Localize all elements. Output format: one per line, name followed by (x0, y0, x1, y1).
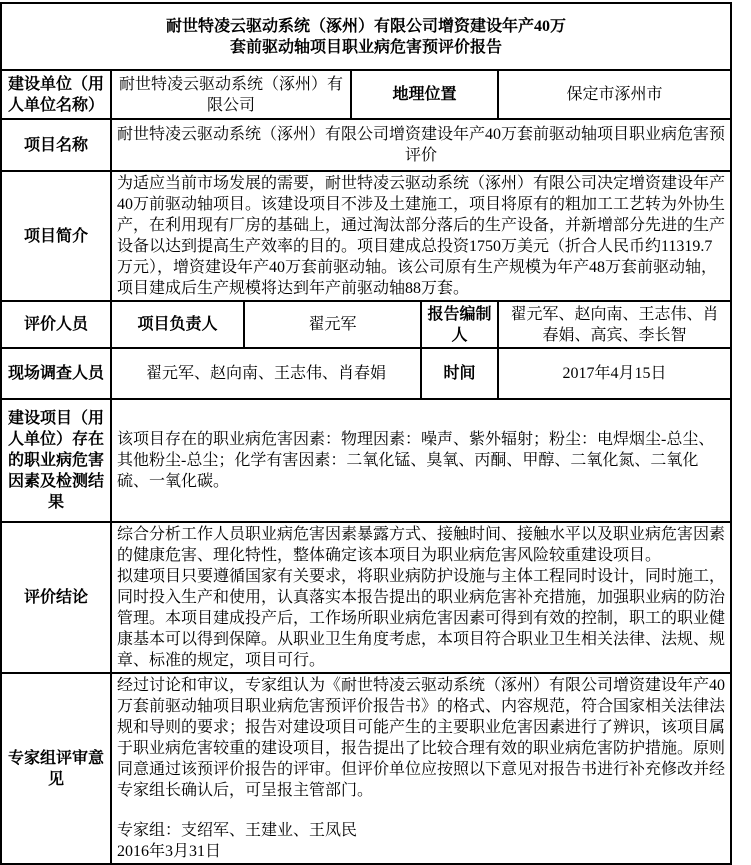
conclusion-paragraph-2: 拟建项目只要遵循国家有关要求，将职业病防护设施与主体工程同时设计，同时施工，同时投入生产和使用，认真落实本报告提出的职业病危害补充措施，加强职业病的防治管理。本项目建成投产后，工作场所职业病危害因素可得到有效的控制，职工的职业健康基本可以得到保障。从职业卫生角度考虑，本项目符合职业卫生相关法律、法规、规章、标准的规定，项目可行。 (117, 568, 726, 669)
expert-review-value (111, 673, 731, 864)
site-survey-value: 翟元军、赵向南、王志伟、肖春娟 (111, 348, 421, 399)
report-title-line1: 耐世特凌云驱动系统（涿州）有限公司增资建设年产40万 (166, 17, 567, 35)
hazard-factors-value: 该项目存在的职业病危害因素：物理因素：噪声、紫外辐射；粉尘：电焊烟尘-总尘、其他粉尘-总尘；化学有害因素：二氧化锰、臭氧、丙酮、甲醇、二氧化氮、二氧化硫、一氧化碳。 (111, 399, 731, 522)
evaluators-label: 评价人员 (1, 301, 111, 348)
expert-review-date: 2016年3月31日 (117, 843, 222, 860)
report-page (0, 2, 751, 860)
report-title (1, 3, 731, 70)
expert-review-spacer (117, 801, 725, 820)
report-title-line2: 套前驱动轴项目职业病危害预评价报告 (230, 38, 503, 56)
project-summary-value: 为适应当前市场发展的需要，耐世特凌云驱动系统（涿州）有限公司决定增资建设年产40万前驱动轴项目。该建设项目不涉及土建施工，项目将原有的粗加工工艺转为外协生产，在利用现有厂房的基础上，通过淘汰部分落后的生产设备，并新增部分先进的生产设备以达到提高生产效率的目的。项目建成总投资1750万美元（折合人民币约11319.7万元），增资建设年产40万套前驱动轴。该公司原有生产规模为年产48万套前驱动轴，项目建成后生产规模将达到年产前驱动轴88万套。 (111, 171, 731, 301)
report-writers-value: 翟元军、赵向南、王志伟、肖春娟、高宾、李长智 (498, 301, 731, 348)
project-leader-label: 项目负责人 (111, 301, 244, 348)
site-survey-label: 现场调查人员 (1, 348, 111, 399)
location-value: 保定市涿州市 (498, 70, 731, 119)
report-table (0, 2, 732, 865)
conclusion-paragraph-1: 综合分析工作人员职业病危害因素暴露方式、接触时间、接触水平以及职业病危害因素的健康危害、理化特性，整体确定该本项目为职业病危害风险较重建设项目。 (117, 526, 726, 564)
expert-review-paragraph: 经过讨论和审议，专家组认为《耐世特凌云驱动系统（涿州）有限公司增资建设年产40万套前驱动轴项目职业病危害预评价报告书》的格式、内容规范，符合国家相关法律法规和导则的要求；报告对建设项目可能产生的主要职业危害因素进行了辨识，该项目属于职业病危害较重的建设项目，报告提出了比较合理有效的职业病危害防护措施。原则同意通过该预评价报告的评审。但评价单位应按照以下意见对报告书进行补充修改并经专家组长确认后，可呈报主管部门。 (117, 677, 726, 799)
project-name-value: 耐世特凌云驱动系统（涿州）有限公司增资建设年产40万套前驱动轴项目职业病危害预评价 (111, 119, 731, 171)
project-summary-label: 项目简介 (1, 171, 111, 301)
conclusion-label: 评价结论 (1, 522, 111, 673)
location-label: 地理位置 (351, 70, 498, 119)
report-writers-label: 报告编制人 (421, 301, 498, 348)
conclusion-value (111, 522, 731, 673)
project-leader-value: 翟元军 (244, 301, 421, 348)
time-value: 2017年4月15日 (498, 348, 731, 399)
project-name-label: 项目名称 (1, 119, 111, 171)
time-label: 时间 (421, 348, 498, 399)
expert-review-label: 专家组评审意见 (1, 673, 111, 864)
construction-unit-label: 建设单位（用人单位名称） (1, 70, 111, 119)
construction-unit-value: 耐世特凌云驱动系统（涿州）有限公司 (111, 70, 351, 119)
expert-group-line: 专家组：支绍军、王建业、王凤民 (117, 822, 358, 839)
hazard-factors-label: 建设项目（用人单位）存在的职业病危害因素及检测结果 (1, 399, 111, 522)
